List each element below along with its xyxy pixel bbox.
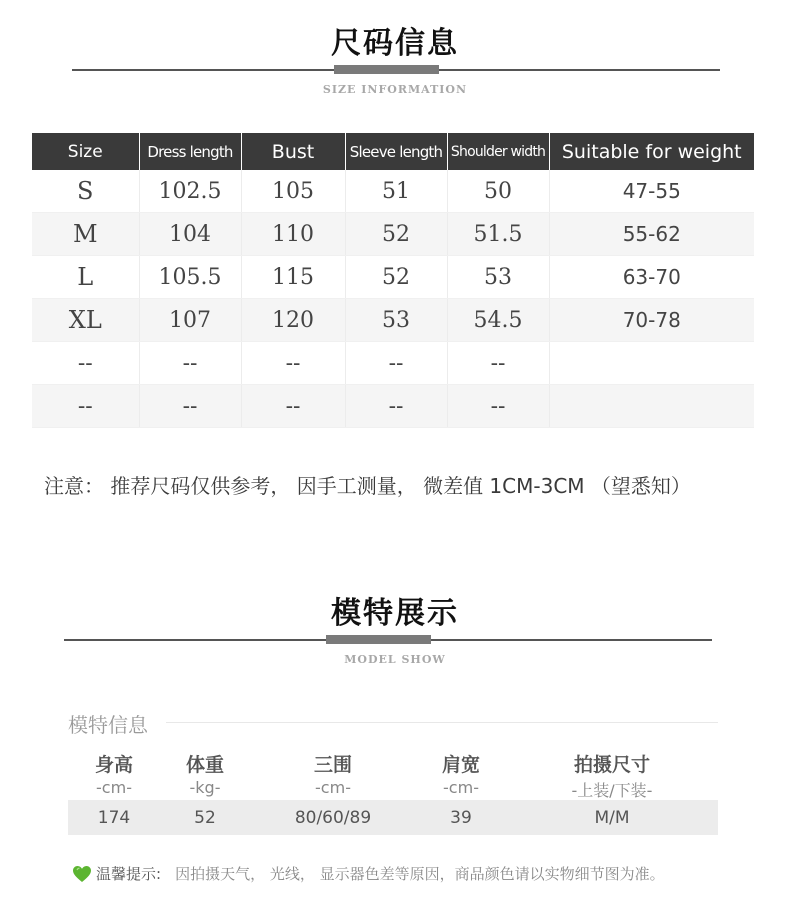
shoulder-label: 肩宽 bbox=[441, 754, 480, 776]
green-heart-icon bbox=[72, 865, 92, 887]
cell-shoulder-width: 50 bbox=[447, 170, 549, 213]
header-size: Size bbox=[32, 133, 139, 170]
cell-sleeve-length: 51 bbox=[345, 170, 447, 213]
cell-shoulder-width: -- bbox=[447, 342, 549, 385]
weight-label: 体重 bbox=[185, 754, 224, 776]
cell-dress-length: 102.5 bbox=[139, 170, 241, 213]
table-row bbox=[32, 170, 754, 213]
height-label: 身高 bbox=[94, 754, 133, 776]
cell-bust: 110 bbox=[241, 213, 345, 256]
cell-weight bbox=[549, 342, 754, 385]
cell-dress-length: 107 bbox=[139, 299, 241, 342]
size-table-header-row bbox=[32, 133, 754, 170]
cell-weight: 70-78 bbox=[549, 299, 754, 342]
cell-dress-length: 105.5 bbox=[139, 256, 241, 299]
header-sleeve-length: Sleeve length bbox=[345, 133, 447, 170]
size-section-subtitle: SIZE INFORMATION bbox=[322, 83, 468, 96]
cell-bust: -- bbox=[241, 342, 345, 385]
table-row bbox=[32, 342, 754, 385]
tip-label: 温馨提示: bbox=[96, 865, 162, 883]
height-unit: -cm- bbox=[96, 778, 132, 797]
model-section-accent-bar bbox=[326, 635, 431, 644]
measurements-label: 三围 bbox=[313, 754, 352, 776]
table-row bbox=[32, 385, 754, 428]
cell-sleeve-length: 53 bbox=[345, 299, 447, 342]
cell-sleeve-length: 52 bbox=[345, 256, 447, 299]
cell-size: S bbox=[32, 170, 139, 213]
cell-weight bbox=[549, 385, 754, 428]
header-dress-length: Dress length bbox=[139, 133, 241, 170]
size-section-title: 尺码信息 bbox=[331, 26, 459, 61]
table-row bbox=[32, 299, 754, 342]
cell-shoulder-width: 51.5 bbox=[447, 213, 549, 256]
model-info-divider bbox=[166, 722, 718, 723]
table-row bbox=[32, 256, 754, 299]
measurements-value: 80/60/89 bbox=[294, 808, 372, 828]
cell-size: XL bbox=[32, 299, 139, 342]
height-value: 174 bbox=[97, 808, 131, 828]
model-section-title: 模特展示 bbox=[331, 596, 459, 631]
shoulder-unit: -cm- bbox=[443, 778, 479, 797]
model-section-subtitle: MODEL SHOW bbox=[344, 653, 446, 666]
model-info-title: 模特信息 bbox=[68, 713, 148, 737]
cell-weight: 55-62 bbox=[549, 213, 754, 256]
cell-size: -- bbox=[32, 342, 139, 385]
cell-size: -- bbox=[32, 385, 139, 428]
cell-size: M bbox=[32, 213, 139, 256]
header-shoulder-width: Shoulder width bbox=[447, 133, 549, 170]
shoot-size-unit: -上装/下装- bbox=[571, 781, 653, 800]
cell-bust: 105 bbox=[241, 170, 345, 213]
cell-sleeve-length: -- bbox=[345, 342, 447, 385]
size-note: 注意： 推荐尺码仅供参考， 因手工测量， 微差值 1CM-3CM （望悉知） bbox=[44, 474, 691, 498]
tip bbox=[72, 863, 665, 887]
header-suitable-weight: Suitable for weight bbox=[549, 133, 754, 170]
cell-shoulder-width: 54.5 bbox=[447, 299, 549, 342]
shoot-size-label: 拍摄尺寸 bbox=[573, 754, 650, 776]
size-table bbox=[32, 133, 754, 428]
cell-dress-length: -- bbox=[139, 385, 241, 428]
cell-bust: 120 bbox=[241, 299, 345, 342]
size-section-accent-bar bbox=[334, 65, 439, 74]
cell-sleeve-length: 52 bbox=[345, 213, 447, 256]
shoulder-value: 39 bbox=[450, 808, 472, 828]
cell-dress-length: 104 bbox=[139, 213, 241, 256]
cell-sleeve-length: -- bbox=[345, 385, 447, 428]
weight-value: 52 bbox=[194, 808, 216, 828]
tip-text: 因拍摄天气， 光线， 显示器色差等原因，商品颜色请以实物细节图为准。 bbox=[175, 865, 665, 883]
cell-bust: -- bbox=[241, 385, 345, 428]
cell-bust: 115 bbox=[241, 256, 345, 299]
cell-shoulder-width: 53 bbox=[447, 256, 549, 299]
table-row bbox=[32, 213, 754, 256]
cell-weight: 63-70 bbox=[549, 256, 754, 299]
shoot-size-value: M/M bbox=[594, 808, 630, 828]
weight-unit: -kg- bbox=[189, 778, 221, 797]
cell-size: L bbox=[32, 256, 139, 299]
header-bust: Bust bbox=[241, 133, 345, 170]
cell-weight: 47-55 bbox=[549, 170, 754, 213]
measurements-unit: -cm- bbox=[315, 778, 351, 797]
cell-dress-length: -- bbox=[139, 342, 241, 385]
cell-shoulder-width: -- bbox=[447, 385, 549, 428]
